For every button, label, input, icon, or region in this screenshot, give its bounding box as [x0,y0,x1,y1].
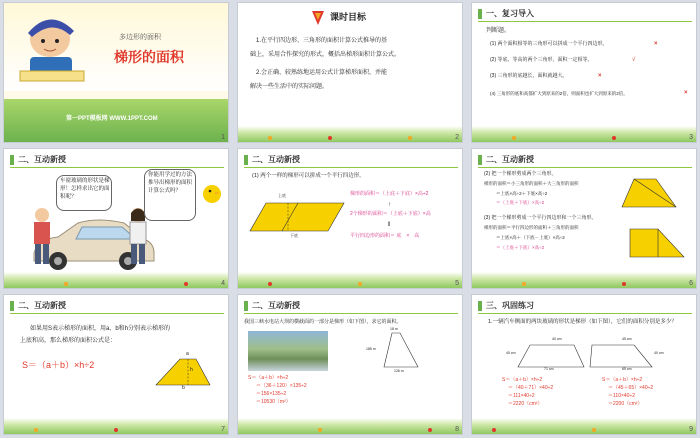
slide1-footer: 第一PPT模板网 WWW.1PPT.COM [66,116,158,122]
label-bottom: 下底 [290,233,298,238]
trapezoid-diagonal-diagram [620,175,680,211]
slide1-title: 梯形的面积 [114,49,184,65]
speech-bubble-left: 车窗玻璃的形状是梯形！怎样求出它的面积呢？ [56,175,112,211]
slide-thumbnail-3[interactable] [471,2,697,143]
dim-h1: 40 cm [506,351,516,355]
wrong-mark: × [654,41,658,47]
arrow-up: ↑ [388,202,391,208]
slide6-line-7: ＝上底×高＋（下底－上底）×高÷2 [496,235,565,240]
slide3-item-2: (2) 等底、等高的两个三角形，面积一定相等。 [490,57,593,63]
grass-decoration [238,418,462,434]
slide6-line-5: (3) 把一个梯形剪成一个平行四边形和一个三角形。 [484,215,597,221]
grass-decoration [4,272,228,288]
dim-a1: 40 cm [552,337,562,341]
trapezoid-split-diagram [628,225,688,261]
slide6-line-1: (2) 把一个梯形剪成两个三角形。 [484,171,557,177]
slide-number: 2 [455,134,459,141]
dam-photo [248,331,328,371]
dim-a2: 45 cm [622,337,632,341]
slide3-item-3: (3) 三角形的底越长，面积就越大。 [490,73,568,79]
car-windows-diagram [512,341,662,371]
label-top: 上底 [278,193,286,198]
slide-header: 二、互动新授 [238,299,462,313]
slide-number: 6 [689,280,693,287]
slide-number: 1 [221,134,225,141]
slide-header: 二、互动新授 [4,299,228,313]
slide-header: 二、互动新授 [472,153,696,167]
slide-sorter-grid [3,2,697,436]
calc-1: S＝（a＋b）×h÷2 [248,375,289,381]
dim-b2: 65 cm [622,367,632,371]
slide2-line-4: 解决一些生活中的实际问题。 [250,84,329,90]
calc-right-3: ＝110×40÷2 [608,393,635,399]
slide2-line-1: 1.在平行四边形、三角形的面积计算公式推导的基 [256,38,388,44]
formula-3: 平行四边形的面积＝ 底 × 高 [350,233,420,239]
slide-header: 二、互动新授 [4,153,228,167]
calc-4: ＝10530（m²） [256,399,291,405]
slide6-line-4: ＝（上底＋下底）×高÷2 [496,200,545,205]
calc-right-4: ＝2200（cm²） [608,401,643,407]
calc-right-1: S＝（a＋b）×h÷2 [602,377,643,383]
slide-number: 4 [221,280,225,287]
slide6-line-2: 梯形的面积＝小三角形的面积＋大三角形的面积 [484,181,579,186]
slide-thumbnail-6[interactable] [471,148,697,289]
logo-icon [310,9,326,27]
label-h: h [190,367,193,373]
grass-decoration [472,126,696,142]
slide-number: 5 [455,280,459,287]
boy-reading-illustration [12,11,92,91]
slide-thumbnail-9[interactable] [471,294,697,435]
slide5-intro: (1) 两个一样的梯形可以拼成一个平行四边形。 [252,173,365,179]
slide6-line-8: ＝（上底＋下底）×高÷2 [496,245,545,250]
grass-decoration [472,418,696,434]
grass-decoration [238,126,462,142]
formula-1: 梯形的面积＝（上底＋下底）×高÷2 [350,191,429,197]
slide-thumbnail-7[interactable] [3,294,229,435]
boy-figure [30,207,54,267]
slide-header: 二、互动新授 [238,153,462,167]
dim-h2: 40 cm [654,351,664,355]
slide2-line-2: 础上，采用合作探究的形式，概括出梯形面积计算公式。 [250,52,401,58]
wrong-mark: × [684,90,688,96]
grass-decoration [4,418,228,434]
dim-top: 18 m [390,327,398,331]
slide1-subtitle: 多边形的面积 [119,34,161,41]
slide-number: 9 [689,426,693,433]
speech-bubble-right: 你能用学过的方法推导出梯形的面积计算公式吗？ [144,169,196,221]
area-formula: S＝（a＋b）×h÷2 [22,360,95,370]
slide-thumbnail-8[interactable] [237,294,463,435]
label-b: b [182,385,185,391]
slide-thumbnail-2[interactable] [237,2,463,143]
chick-icon [200,179,224,205]
slide6-line-3: ＝上底×高÷2＋下底×高÷2 [496,191,548,196]
calc-left-3: ＝111×40÷2 [508,393,535,399]
calc-right-2: ＝（45＋65）×40÷2 [608,385,654,391]
slide-number: 3 [689,134,693,141]
wrong-mark: × [598,73,602,79]
slide8-text: 我国三峡水电站大坝的横截面的一部分是梯形（如下图），求它的面积。 [244,319,402,325]
slide3-item-4: (4) 三角形的底和高都扩大到原来的2倍，则面积也扩大到原来的2倍。 [490,91,628,96]
slide-thumbnail-4[interactable] [3,148,229,289]
grass-decoration [238,272,462,288]
slide-thumbnail-1[interactable] [3,2,229,143]
calc-left-1: S＝（a＋b）×h÷2 [502,377,543,383]
parallelogram-diagram [248,197,348,237]
dim-bottom: 126 m [394,369,404,373]
calc-3: ＝156×135÷2 [256,391,287,397]
slide7-text-2: 上底和高，那么梯形的面积公式是： [20,338,117,344]
slide6-line-6: 梯形的面积＝平行四边形的面积＋三角形的面积 [484,225,579,230]
slide-number: 8 [455,426,459,433]
slide2-heading: 课时目标 [330,12,367,22]
check-mark: √ [632,57,636,63]
slide3-item-1: (1) 两个面积相等的三角形可以拼成一个平行四边形。 [490,41,608,47]
slide-header: 一、复习导入 [472,7,696,21]
label-a: a [186,351,189,357]
grass-decoration [472,272,696,288]
slide-number: 7 [221,426,225,433]
slide2-line-3: 2.会正确、较熟练地运用公式计算梯形面积，并能 [256,70,388,76]
dim-b1: 71 cm [544,367,554,371]
calc-left-4: ＝2220（cm²） [508,401,543,407]
slide7-text-1: 如果用S表示梯形的面积，用a、b和h分别表示梯形的 [30,326,171,332]
dim-height: 185 m [366,347,376,351]
slide-header: 三、巩固练习 [472,299,696,313]
slide9-text: 1.一辆汽车侧面的两块玻璃的形状是梯形（如下图），它们的面积分别是多少？ [488,319,677,325]
formula-2: 2个梯形的面积＝（上底＋下底）×高 [350,211,431,217]
dam-trapezoid-diagram [378,329,428,373]
equal-sign: ‖ [388,222,391,228]
slide-thumbnail-5[interactable] [237,148,463,289]
slide3-intro: 判断题。 [486,28,511,34]
calc-2: ＝（36＋120）×135÷2 [256,383,307,389]
calc-left-2: ＝（40＋71）×40÷2 [508,385,554,391]
